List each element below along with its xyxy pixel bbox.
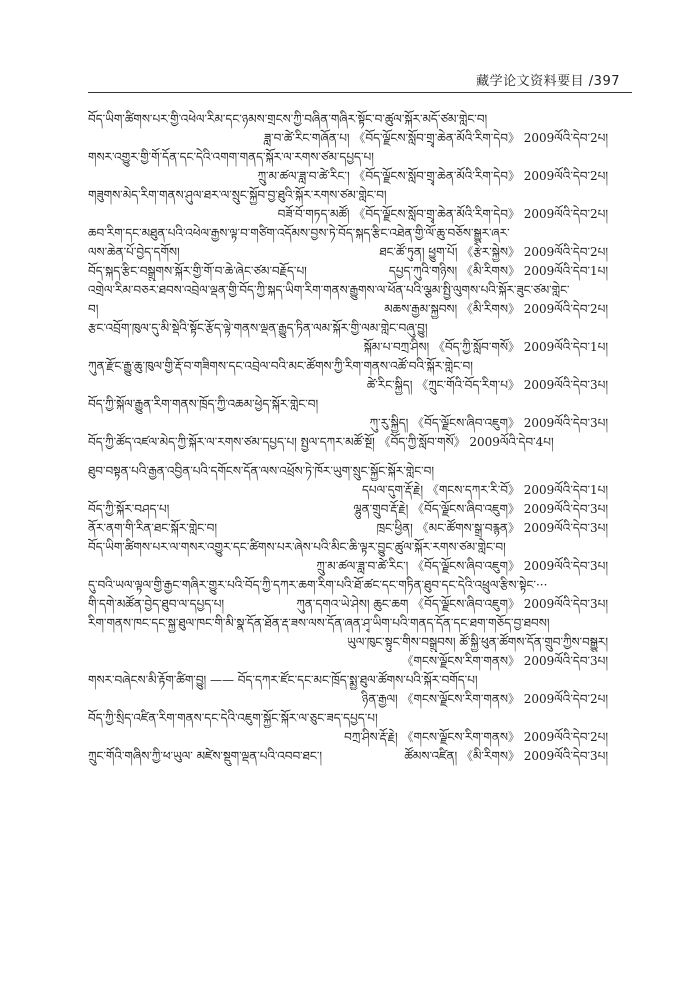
article-line-split <box>88 500 608 519</box>
article-line-split <box>88 595 608 614</box>
article-source: ཐང་ཚོ་ཏུན། ཕྱུག་པོ། 《རྩེར་སྐྱེས》 2009ལོའི་དེབ་2པ། <box>379 245 608 259</box>
article-line-split <box>88 519 608 538</box>
article-title: བོད་ཡིག་ཚིགས་པར་གྱི་འཕེལ་རིམ་དང་ཉམས་གྲངས་ཀྱི་བཞིན་གཞིར་སྟོང་བ་ཚུལ་སྐོར་མདོ་ཙམ་གླེང་བ། <box>88 112 488 126</box>
article-source: ཁྲང་ཕྱིན། 《མང་ཚོགས་སྒྲ་བརྙན》 2009ལོའི་དེབ་3པ། <box>376 521 608 535</box>
article-title: བོད་ཡིག་ཚིགས་པར་ལ་གསར་འགྱུར་དང་ཚིགས་པར་ཞེས་པའི་མིང་ཆི་ལྟར་བྱུང་ཚུལ་སྐོར་རགས་ཙམ་གླེང་བ། <box>88 540 506 554</box>
article-source: ཚོམས་འཛིན། 《མི་རིགས》 2009ལོའི་དེབ་3པ། <box>404 749 608 763</box>
article-line-split <box>88 300 608 319</box>
article-source: ཚེ་རིང་སྐྱིད། 《ཀྲུང་གོའི་བོད་རིག་པ》 2009ལོའི་དེབ་3པ། <box>366 378 608 392</box>
article-title: བོད་ཀྱི་སྐོལ་རྒྱུན་རིག་གནས་ཁྲོད་ཀྱི་འཆམ་ཕྱེད་སྐོར་གླེང་བ། <box>88 397 319 411</box>
article-source: ཀྲུ་མ་ཚལ་ཟླ་བ་ཚེ་རིང་། 《བོད་ལྗོངས་ཞིབ་འཇུག》 2009ལོའི་དེབ་3པ། <box>316 559 608 573</box>
article-title: གཟུགས་མེད་རིག་གནས་ཤུལ་ཐར་ལ་སྲུང་སྐྱོབ་བྱ་ཐུའི་སྐོར་རགས་ཙམ་གླེང་བ། <box>88 188 387 202</box>
article-title-tail: ལས་ཆེན་པོ་བྱེད་དགོས། <box>88 245 180 259</box>
article-title: འགྲེལ་རིམ་བཅར་ཐབས་འབྲེལ་ལྡན་གྱི་བོད་ཀྱི་སྐད་ཡིག་རིག་གནས་རྒྱུགས་ལ་ཕོན་པའི་ལྕམ་སྤྱི་ལུགས་པའི་སྐོར་ཟུང་ཙམ་གླེང་ <box>88 283 570 297</box>
article-source: མཆས་རྒྱམ་སྐྱབས། 《མི་རིགས》 2009ལོའི་དེབ་2པ། <box>384 302 608 316</box>
article-source: དཔྱད་ཀུའི་གཉིས། 《མི་རིགས》 2009ལོའི་དེབ་1པ། <box>388 264 608 278</box>
article-source: བཟོ་བོ་གཏད་མཚོ། 《བོད་ལྗོངས་སློབ་གྲྭ་ཆེན་མོའི་རིག་དེབ》 2009ལོའི་དེབ་2པ། <box>277 207 608 221</box>
section-gap <box>88 452 608 462</box>
running-header <box>0 70 632 92</box>
article-line-split <box>88 243 608 262</box>
article-title: ཀུན་རྫོང་རྒྱུ་ཆུ་ཁུལ་གྱི་རྡོ་བ་གཟིགས་དང་འབྲེལ་བའི་མང་ཚོགས་ཀྱི་རིག་གནས་འཚོ་བའི་སྐོར་གླེང་བ། <box>88 359 473 373</box>
article-source: ཀྲུ་མ་ཚལ་ཟླ་བ་ཚེ་རིང་། 《བོད་ལྗོངས་སློབ་གྲྭ་ཆེན་མོའི་རིག་དེབ》 2009ལོའི་དེབ་2པ། <box>257 169 608 183</box>
article-source: ཡུལ་ཁུང་སྟུང་གིས་བསྒྲུབས། ཚོ་སྐྱི་ཕུན་ཚོགས་དོན་གྲུབ་ཀྱིས་བསྒྱུར། <box>347 635 608 649</box>
article-source: 《གངས་ལྗོངས་རིག་གནས》 2009ལོའི་དེབ་3པ། <box>401 654 608 668</box>
article-title: རྩང་འབྲོག་ཁུལ་དུ་མི་སྡེའི་སྟོང་རྩོད་ལྟེ་གནས་ལྡན་རྒྱུད་ཏིན་ལམ་སྐོར་གྱི་ལམ་གླེང་བཞུ་བྱུ། <box>88 321 428 335</box>
article-source: ཀུ་རུ་སྐྱིད། 《བོད་ལྗོངས་ཞིབ་འཇུག》 2009ལོའི་དེབ་3པ། <box>369 416 608 430</box>
article-title-tail: གི་དགེ་མཚོན་བྱེད་ཐུབ་ལ་དཔྱད་པ། <box>88 597 225 611</box>
article-source: ཉིན་རྒྱལ། 《གངས་ལྗོངས་རིག་གནས》 2009ལོའི་དེབ་2པ། <box>361 692 608 706</box>
article-title-tail: བ། <box>88 302 99 316</box>
article-source: དཔལ་དུག་རྡོ་རྗེ། 《གངས་དཀར་རི་བོ》 2009ལོའི་དེབ་1པ། <box>361 483 608 497</box>
article-line-split <box>88 262 608 281</box>
article-source: བཀྲ་ཤིས་རྡོ་རྗེ། 《གངས་ལྗོངས་རིག་གནས》 2009ལོའི་དེབ་2པ། <box>344 730 608 744</box>
bibliography-list <box>88 110 608 766</box>
article-title: ཆབ་རིག་དང་མཐུན་པའི་འཕེལ་རྒྱས་ལྟ་བ་གཙིག་འདོམས་བྱས་ཏེ་བོད་སྐད་རྩིང་འཐེན་གྱི་ལོ་ཆུ་བཅོས་སྒྱུར་ཞར་ <box>88 226 510 240</box>
article-title: གསར་བཞེངས་མི་རྟོག་ཚིག་བྱུ། —— བོད་དཀར་ཛོང་དང་མང་ཁྲོད་སྨྱ་ཐུལ་ཚོགས་པའི་སྐོར་བགོད་པ། <box>88 673 478 687</box>
article-title: གསར་འགྱུར་གྱི་གོ་དོན་དང་དེའི་འགག་གནད་སྐོར་ལ་རགས་ཙམ་དཔྱད་པ། <box>88 150 374 164</box>
article-source: ལྷུན་གྲུབ་རྡོ་རྗེ། 《བོད་ལྗོངས་ཞིབ་འཇུག》 2009ལོའི་དེབ་3པ། <box>353 502 608 516</box>
article-title-tail: བོད་ཀྱི་སྐོར་བཤད་པ། <box>88 502 170 516</box>
article-source: སྐོམ་པ་བཀྲ་ཤིས། 《བོད་ཀྱི་སློབ་གསོ》 2009ལོའི་དེབ་1པ། <box>363 340 608 354</box>
article-line-split <box>88 747 608 766</box>
article-title-tail: ཀྲུང་གོའི་གཞིས་ཀྱི་ཕ་ཡུལ་ མཛེས་སྡུག་ལྡན་པའི་འབབ་ཐང་། <box>88 749 323 763</box>
article-source: ཀུན་དགའ་ཡེ་ཤེས། ཆུང་ཆག 《བོད་ལྗོངས་ཞིབ་འཇུག》 2009ལོའི་དེབ་3པ། <box>296 597 608 611</box>
header-rule <box>88 92 632 93</box>
article-title: བོད་ཀྱི་སྲིད་འཛིན་རིག་གནས་དང་དེའི་འཇུག་སྐྱོང་སྐོར་ལ་ཅུང་ཟད་དཔྱད་པ། <box>88 711 378 725</box>
article-source: ཟླ་བ་ཚེ་རིང་གཞོན་པ། 《བོད་ལྗོངས་སློབ་གྲྭ་ཆེན་མོའི་རིག་དེབ》 2009ལོའི་དེབ་2པ། <box>263 131 608 145</box>
article-title: རིག་གནས་ཁང་དང་སྐྱ་ཐུལ་ཁང་གི་མི་སྣ་དོན་ཐོན་རྡ་ཟས་ལས་དོན་ཞན་ཤྭ་ཡིག་པའི་གནད་དོན་དང་ཐག་གཅོད་བྱ་ཐབས། <box>88 616 550 630</box>
header-title: 藏学论文资料要目 /397 <box>476 74 620 89</box>
article-title: དུ་བའི་ཡལ་ལྟལ་གྱི་རྒྱང་གཞིར་གྱུར་པའི་བོད་ཀྱི་དཀར་ཆག་རིག་པའི་ཐོ་ཚང་དང་གཏིན་ཐུབ་དང་དེའི་འཕྲུལ་རྩིས་སྟེང་··· <box>88 578 548 592</box>
article-title-tail: བོད་སྐད་རྩིང་བསྒྲུགས་སྐོར་གྱི་གོ་བ་ཆེ་ཞེང་ཙམ་བརྗོད་པ། <box>88 264 307 278</box>
article-title-tail: ནོར་ནག་གི་རིན་ཐང་སྐོར་གླེང་བ། <box>88 521 217 535</box>
article-title: བོད་ཀྱི་ཚོད་འཛལ་མེད་ཀྱི་སྐོར་ལ་རགས་ཙམ་དཔྱད་པ། སྤྱལ་དཀར་མཚོ་སྔོ། 《བོད་ཀྱི་སློབ་གསོ》 2009ལོའི་དེབ་4པ། <box>88 435 554 449</box>
article-title: ཐུབ་བསྟན་པའི་རྒྱན་འབྱིན་པའི་དགོངས་དོན་ལས་འཕྲོས་ཏེ་ཁོར་ཡུག་སྲུང་སྐྱོང་སྐོར་གླེང་བ། <box>88 464 434 478</box>
